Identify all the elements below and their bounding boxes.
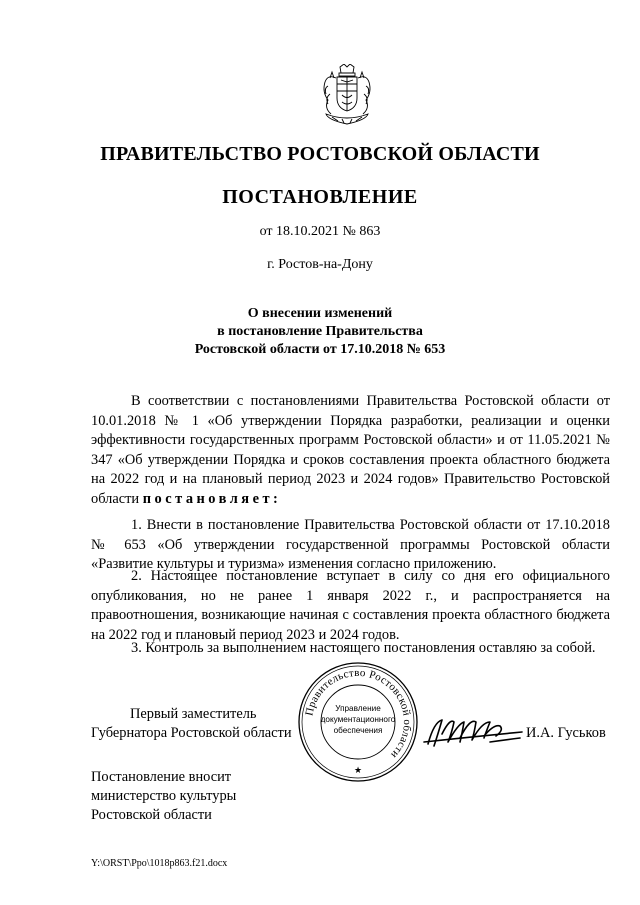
introduced-by-line-2: министерство культуры [91,788,237,804]
signer-name: И.А. Гуськов [526,725,606,741]
document-type: ПОСТАНОВЛЕНИЕ [222,186,418,208]
seal-center-line-2: документационного [320,715,396,724]
item-1: 1. Внести в постановление Правительства Ростовской области от 17.10.2018 № 653 «Об утверждении государственной программы Ростовской области «Развитие культуры и туризма» изменения согласно приложению. [91,517,610,573]
title-line-1: О внесении изменений [247,306,393,321]
preamble-paragraph [91,392,610,510]
seal-ring-text: Правительство Ростовской области [303,666,414,761]
organization-name: ПРАВИТЕЛЬСТВО РОСТОВСКОЙ ОБЛАСТИ [100,143,540,165]
item-3: 3. Контроль за выполнением настоящего постановления оставляю за собой. [131,640,596,656]
handwritten-signature-icon [420,712,524,752]
introduced-by-line-3: Ростовской области [91,807,212,823]
svg-text:★: ★ [353,765,363,775]
signer-position-line-2: Губернатора Ростовской области [91,725,292,741]
coat-of-arms-icon [318,64,376,128]
document-date-number: от 18.10.2021 № 863 [259,224,381,239]
seal-center-line-1: Управление [335,704,381,713]
seal-center-line-3: обеспечения [333,726,383,735]
introduced-by-line-1: Постановление вносит [91,769,232,785]
resolves-word: постановляет: [142,490,282,507]
item-2: 2. Настоящее постановление вступает в силу со дня его официального опубликования, но не ранее 1 января 2022 г., и распространяется на правоотношения, возникающие начиная с составления проекта областного бюджета на 2022 год и плановый период 2023 и 2024 годов. [91,568,610,643]
signer-position-line-1: Первый заместитель [130,706,257,722]
title-line-2: в постановление Правительства [217,324,423,339]
preamble-text: В соответствии с постановлениями Правительства Ростовской области от 10.01.2018 № 1 «Об утверждении Порядка разработки, реализации и оценки эффективности государственных программ Ростовской области» и от 11.05.2021 № 347 «Об утверждении Порядка и сроков составления проекта областного бюджета на 2022 год и на плановый период 2023 и 2024 годов» Правительство Ростовской области [91,393,610,507]
file-path: Y:\ORST\Ppo\1018p863.f21.docx [91,858,228,869]
title-line-3: Ростовской области от 17.10.2018 № 653 [194,342,446,357]
document-city: г. Ростов-на-Дону [267,257,373,272]
round-seal-icon [296,660,420,784]
